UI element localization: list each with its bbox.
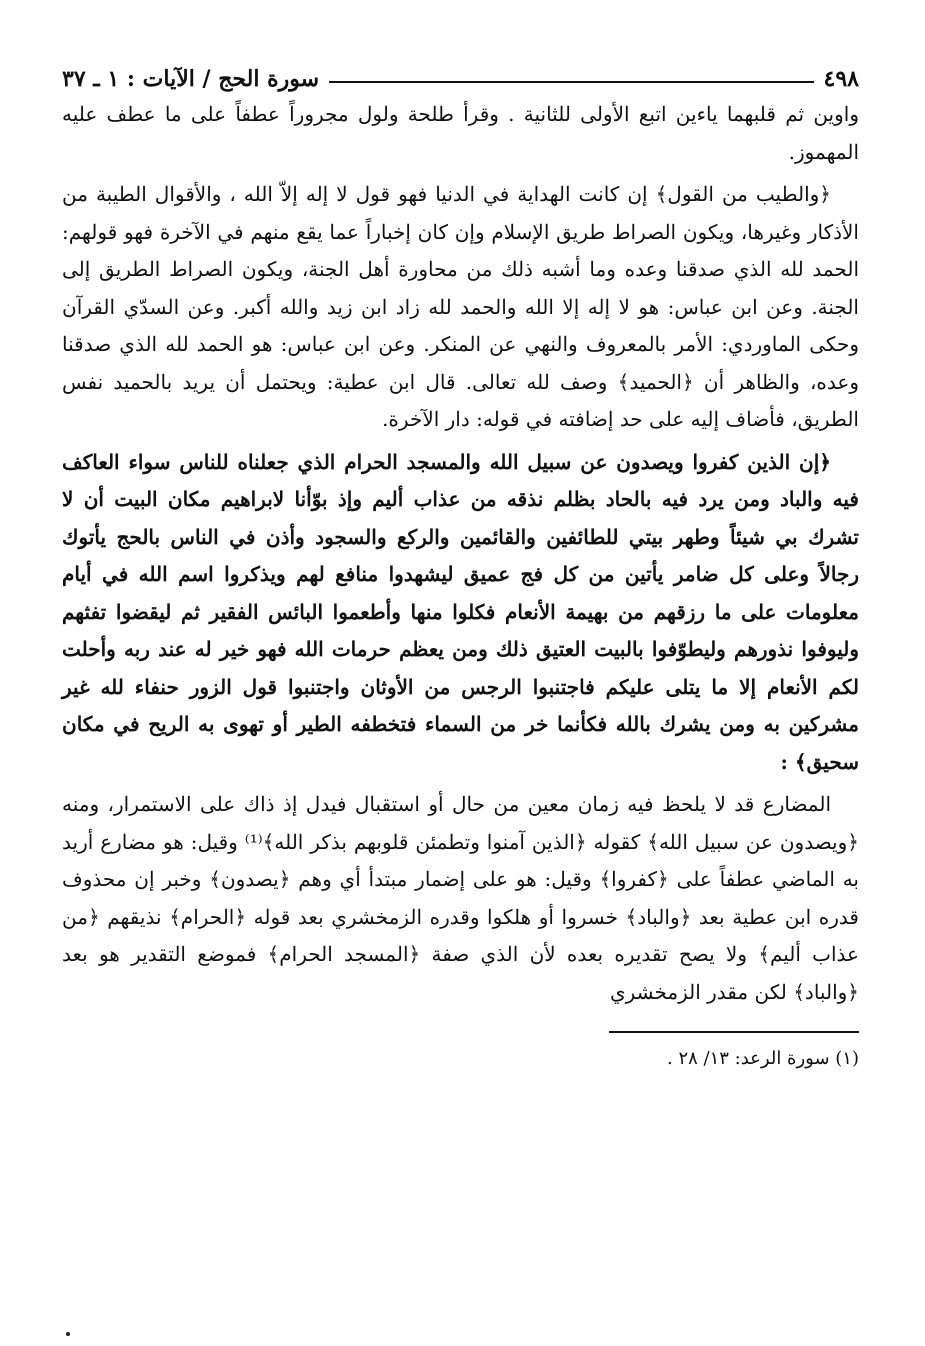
paragraph-text: المضارع قد لا يلحظ فيه زمان معين من حال أو استقبال فيدل إذ ذاك على الاستمرار، ومنه ﴿ويصدون عن سبيل الله﴾ كقوله ﴿الذين آمنوا وتطمئن قلوبهم بذكر الله﴾⁽¹⁾ وقيل: هو مضارع أريد به الماضي عطفاً على ﴿كفروا﴾ وقيل: هو على إضمار مبتدأ أي وهم ﴿يصدون﴾ وخبر إن محذوف قدره ابن عطية بعد ﴿والباد﴾ خسروا أو هلكوا وقدره الزمخشري بعد قوله ﴿الحرام﴾ نذيقهم ﴿من عذاب أليم﴾ ولا يصح تقديره بعده لأن الذي صفة ﴿المسجد الحرام﴾ فموضع التقدير هو بعد ﴿والباد﴾ لكن مقدر الزمخشري bbox=[62, 792, 860, 1004]
paragraph-grammar bbox=[62, 786, 859, 1011]
footnote-rule bbox=[609, 1031, 859, 1033]
paragraph-tafsir-tayyib bbox=[62, 176, 859, 439]
surah-title: سورة الحج / الآيات : ١ ـ ٣٧ bbox=[62, 66, 320, 92]
paragraph-continuation: واوين ثم قلبهما ياءين اتبع الأولى للثانية . وقرأ طلحة ولول مجروراً عطفاً على ما عطف عليه المهموز. bbox=[62, 102, 859, 164]
page-number: ٤٩٨ bbox=[823, 66, 859, 92]
header-rule bbox=[329, 81, 813, 83]
quran-verses-text: ﴿إن الذين كفروا ويصدون عن سبيل الله والمسجد الحرام الذي جعلناه للناس سواء العاكف فيه والباد ومن يرد فيه بالحاد بظلم نذقه من عذاب أليم وإذ بوّأنا لابراهيم مكان البيت أن لا تشرك بي شيئاً وطهر بيتي للطائفين والقائمين والركع والسجود وأذن في الناس بالحج يأتوك رجالاً وعلى كل ضامر يأتين من كل فج عميق ليشهدوا منافع لهم ويذكروا اسم الله في أيام معلومات على ما رزقهم من بهيمة الأنعام فكلوا منها وأطعموا البائس الفقير ثم ليقضوا تفثهم وليوفوا نذورهم وليطوّفوا بالبيت العتيق ذلك ومن يعظم حرمات الله فهو خير له عند ربه وأحلت لكم الأنعام إلا ما يتلى عليكم فاجتنبوا الرجس من الأوثان واجتنبوا قول الزور حنفاء لله غير مشركين به ومن يشرك بالله فكأنما خر من السماء فتخطفه الطير أو تهوى به الريح في مكان سحيق﴾ : bbox=[62, 449, 859, 774]
quran-verses-block bbox=[62, 444, 859, 782]
footnote: (١) سورة الرعد: ١٣/ ٢٨ . bbox=[666, 1048, 859, 1069]
paragraph-text: ﴿والطيب من القول﴾ إن كانت الهداية في الدنيا فهو قول لا إله إلاّ الله ، والأقوال الطيبة من الأذكار وغيرها، ويكون الصراط طريق الإسلام وإن كان إخباراً عما يقع منهم في الآخرة فهو قولهم: الحمد لله الذي صدقنا وعده وما أشبه ذلك من محاورة أهل الجنة، ويكون الصراط الطريق إلى الجنة. وعن ابن عباس: هو لا إله إلا الله والحمد لله زاد ابن زيد والله أكبر. وعن السدّي القرآن وحكى الماوردي: الأمر بالمعروف والنهي عن المنكر. وعن ابن عباس: هو الحمد لله الذي صدقنا وعده، والظاهر أن ﴿الحميد﴾ وصف لله تعالى. قال ابن عطية: ويحتمل أن يريد بالحميد نفس الطريق، فأضاف إليه على حد إضافته في قوله: دار الآخرة. bbox=[62, 182, 859, 431]
scan-speck bbox=[66, 1332, 70, 1336]
page-header bbox=[62, 56, 859, 92]
